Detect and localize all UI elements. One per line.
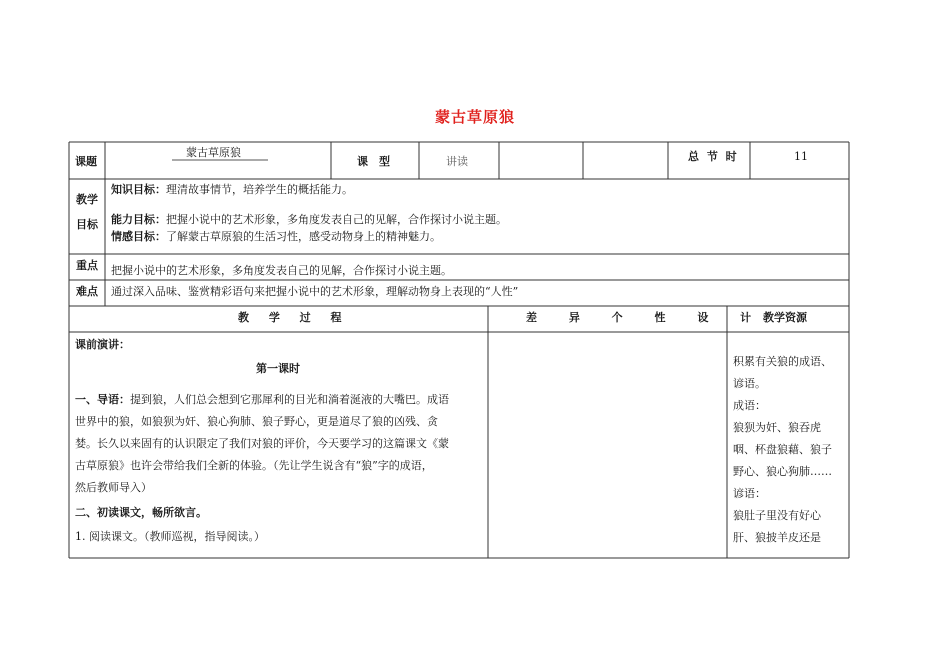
lesson-title: 第一课时: [256, 362, 300, 375]
type-value: 讲读: [446, 155, 468, 168]
intro-line-5: 然后教师导入）: [75, 481, 152, 494]
resource-line: 积累有关狼的成语、: [733, 355, 832, 368]
resource-line: 谚语。: [733, 377, 766, 390]
topic-value: 蒙古草原狼: [186, 146, 241, 159]
intro-line-3: 婪。长久以来固有的认识限定了我们对狼的评价，今天要学习的这篇课文《蒙: [75, 437, 449, 450]
ability-goal: [111, 213, 507, 227]
difficulty-text: 通过深入品味、鉴赏精彩语句来把握小说中的艺术形象，理解动物身上表现的“人性”: [111, 285, 519, 298]
resources-block: [733, 351, 845, 549]
intro-line-2: 世界中的狼，如狼狈为奸、狼心狗肺、狼子野心，更是道尽了狼的凶残、贪: [75, 415, 438, 428]
resource-line: 肝、狼披羊皮还是: [733, 531, 821, 544]
knowledge-goal-label: 知识目标：: [111, 183, 166, 196]
knowledge-goal: [111, 183, 353, 197]
ability-goal-text: 把握小说中的艺术形象，多角度发表自己的见解，合作探讨小说主题。: [166, 213, 507, 226]
intro-line-4: 古草原狼》也许会带给我们全新的体验。（先让学生说含有“狼”字的成语，: [75, 459, 433, 472]
emotion-goal-text: 了解蒙古草原狼的生活习性，感受动物身上的精神魅力。: [166, 230, 441, 243]
key-text: 把握小说中的艺术形象，多角度发表自己的见解，合作探讨小说主题。: [111, 264, 452, 277]
goals-label-line1: 教学: [76, 193, 98, 206]
hours-label: 总 节 时: [688, 150, 739, 163]
intro-label: 一、导语：: [75, 393, 130, 406]
intro-block: [75, 389, 483, 499]
header-process: 教 学 过 程: [238, 311, 350, 324]
intro-line-1: 一、导语：提到狼，人们总会想到它那犀利的目光和淌着涎液的大嘴巴。成语: [75, 393, 449, 406]
resource-line: 成语：: [733, 399, 766, 412]
section-2-heading: 二、初读课文，畅所欲言。: [75, 506, 207, 519]
goals-label-line2: 目标: [76, 218, 98, 231]
ability-goal-label: 能力目标：: [111, 213, 166, 226]
knowledge-goal-text: 理清故事情节，培养学生的概括能力。: [166, 183, 353, 196]
difficulty-label: 难点: [76, 285, 98, 298]
emotion-goal: [111, 230, 441, 244]
header-design: 差 异 个 性 设 计: [526, 311, 766, 324]
emotion-goal-label: 情感目标：: [111, 230, 166, 243]
type-label: 课 型: [357, 155, 390, 168]
step-1: 1. 阅读课文。（教师巡视，指导阅读。）: [75, 530, 265, 543]
resource-line: 狼肚子里没有好心: [733, 509, 821, 522]
resource-line: 狼狈为奸、狼吞虎: [733, 421, 821, 434]
resource-line: 咽、杯盘狼藉、狼子: [733, 443, 832, 456]
resource-line: 谚语：: [733, 487, 766, 500]
resource-line: 野心、狼心狗肺……: [733, 465, 832, 478]
pre-speech: 课前演讲：: [75, 338, 130, 351]
document-title: 蒙古草原狼: [434, 108, 515, 126]
header-resources: 教学资源: [763, 311, 807, 324]
hours-value: 11: [794, 150, 808, 163]
key-label: 重点: [76, 259, 98, 272]
topic-label: 课题: [75, 155, 97, 168]
